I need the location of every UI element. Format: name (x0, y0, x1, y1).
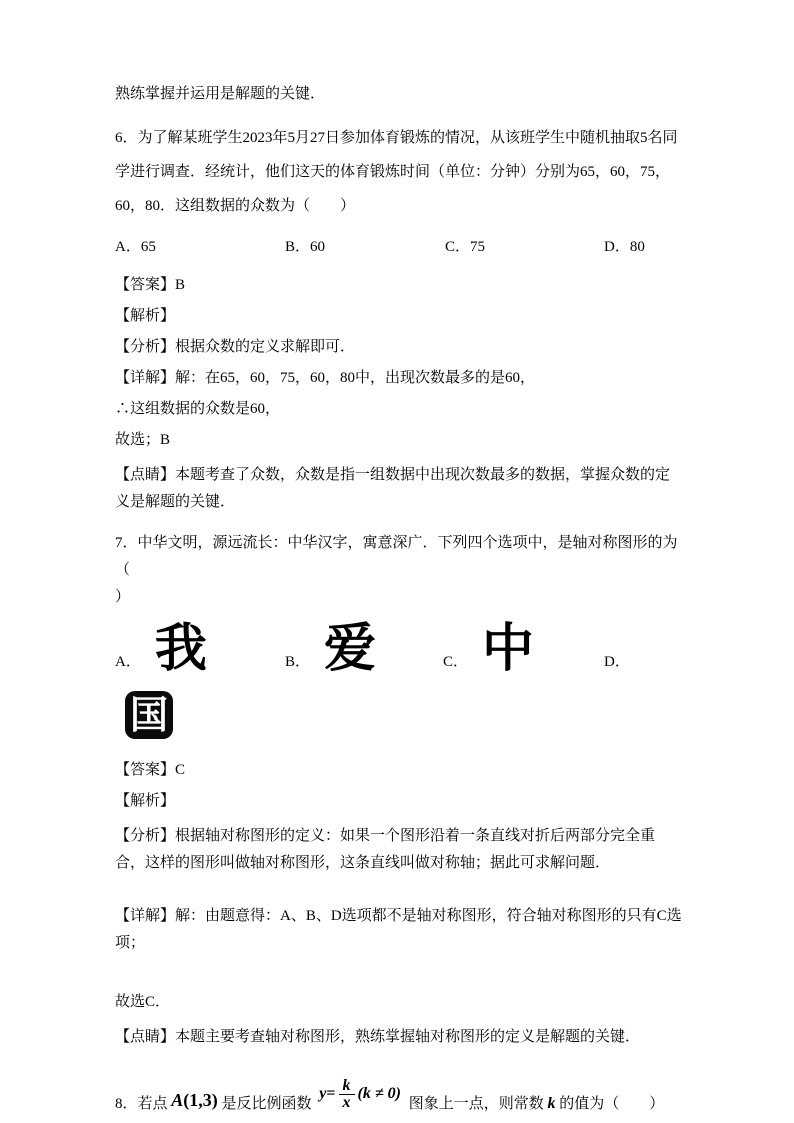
q8-text-part4: 的值为（ ） (559, 1096, 665, 1112)
q8-formula (319, 1077, 401, 1111)
q8-stem (115, 1076, 682, 1121)
q8-point-a-coords: (1,3) (183, 1090, 218, 1110)
q6-guxuan: 故选；B (115, 432, 171, 448)
q6-option-a: A．65 (115, 239, 156, 255)
q6-option-c: C．75 (445, 239, 486, 255)
q7-jiexi: 【解析】 (115, 793, 176, 809)
q8-point-a (171, 1090, 218, 1110)
q6-option-d: D．80 (604, 239, 645, 255)
q7-art-char-ai: 爱 (324, 619, 377, 679)
q8-fraction-denominator: x (342, 1093, 351, 1111)
q8-fraction-numerator: k (339, 1078, 355, 1095)
q7-option-d-label: D． (604, 654, 630, 670)
q8-text-part2: 是反比例函数 (221, 1096, 312, 1112)
q7-stem-line1: 7．中华文明，源远流长：中华汉字，寓意深广．下列四个选项中，是轴对称图形的为（ (115, 535, 678, 578)
q7-option-a-label: A． (115, 654, 141, 670)
q7-option-c-label: C． (443, 654, 469, 670)
q8-text-part1: 8．若点 (115, 1096, 168, 1112)
q7-guxuan: 故选C． (115, 994, 171, 1010)
q7-answer: 【答案】C (115, 762, 186, 778)
q8-fraction (339, 1078, 355, 1111)
q6-answer: 【答案】B (115, 277, 186, 293)
q8-k-variable: k (547, 1095, 556, 1112)
q7-xiangjie: 【详解】解：由题意得：A、B、D选项都不是轴对称图形，符合轴对称图形的只有C选项； (115, 908, 682, 951)
q7-art-char-guo: 国 (125, 691, 173, 739)
q7-dianjing: 【点睛】本题主要考查轴对称图形，熟练掌握轴对称图形的定义是解题的关键． (115, 1029, 641, 1045)
q6-stem: 6．为了解某班学生2023年5月27日参加体育锻炼的情况，从该班学生中随机抽取5名同学进行调查．经统计，他们这天的体育锻炼时间（单位：分钟）分别为65，60，75，60，80．这组数据的众数为（ ） (115, 130, 678, 214)
q7-option-a (115, 619, 285, 679)
q8-formula-condition: (k ≠ 0) (357, 1085, 401, 1102)
q8-formula-y: y (319, 1085, 327, 1102)
q7-option-b (285, 619, 443, 679)
q7-options-row (115, 619, 682, 679)
q7-option-d-image-row (125, 691, 682, 739)
q7-option-d (604, 650, 630, 671)
q6-option-b: B．60 (285, 239, 326, 255)
q7-option-b-label: B． (285, 654, 311, 670)
q8-point-a-letter: A (171, 1090, 184, 1110)
q8-formula-equals: = (326, 1085, 336, 1102)
intro-line: 熟练掌握并运用是解题的关键． (115, 86, 326, 102)
q6-options-row (115, 235, 682, 256)
q6-xiangjie: 【详解】解：在65，60，75，60，80中，出现次数最多的是60， (115, 370, 536, 386)
q7-option-c (443, 619, 604, 679)
q7-stem-line2: ） (115, 589, 131, 605)
q8-text-part3: 图象上一点，则常数 (408, 1096, 544, 1112)
q6-jiexi: 【解析】 (115, 308, 176, 324)
q7-fenxi: 【分析】根据轴对称图形的定义：如果一个图形沿着一条直线对折后两部分完全重合，这样的图形叫做轴对称图形，这条直线叫做对称轴；据此可求解问题． (115, 828, 656, 871)
q6-conclusion: ∴这组数据的众数是60， (115, 401, 281, 417)
q7-art-char-wo: 我 (154, 619, 207, 679)
q6-dianjing: 【点睛】本题考查了众数，众数是指一组数据中出现次数最多的数据，掌握众数的定义是解题的关键． (115, 467, 671, 510)
q6-fenxi: 【分析】根据众数的定义求解即可． (115, 339, 356, 355)
q7-art-char-zhong: 中 (482, 619, 535, 679)
